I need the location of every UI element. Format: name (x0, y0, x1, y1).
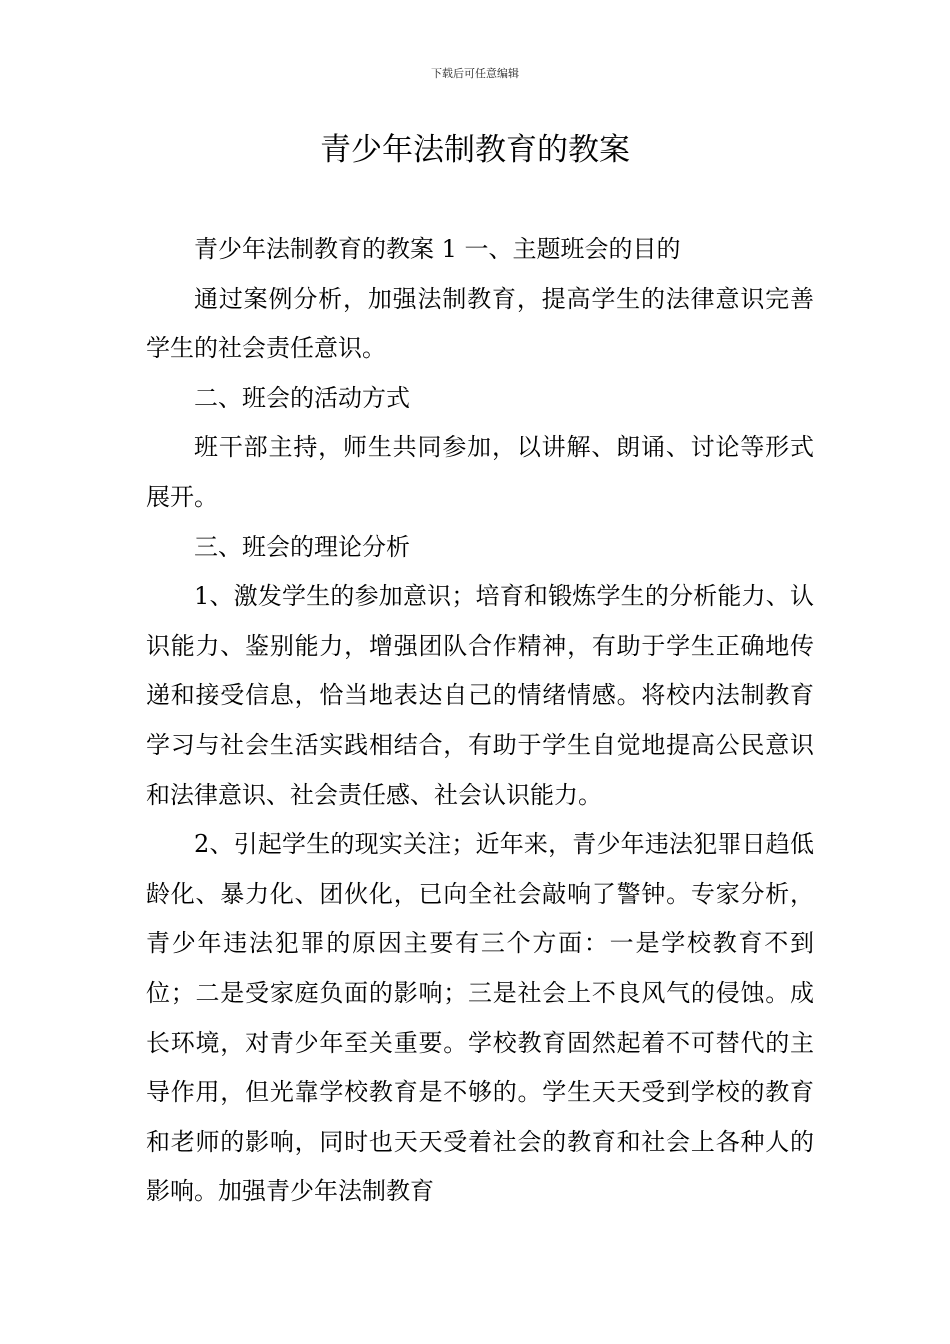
paragraph-purpose: 通过案例分析，加强法制教育，提高学生的法律意识完善学生的社会责任意识。 (146, 284, 814, 363)
document-body (146, 225, 814, 1217)
paragraph-theory-1: 1、激发学生的参加意识；培育和锻炼学生的分析能力、认识能力、鉴别能力，增强团队合作精神，有助于学生正确地传递和接受信息，恰当地表达自己的情绪情感。将校内法制教育学习与社会生活实践相结合，有助于学生自觉地提高公民意识和法律意识、社会责任感、社会认识能力。 (146, 582, 814, 809)
document-title: 青少年法制教育的教案 (320, 132, 630, 168)
section-heading-activity: 二、班会的活动方式 (194, 383, 410, 412)
section-heading-theory: 三、班会的理论分析 (194, 532, 410, 561)
header-note: 下载后可任意编辑 (431, 67, 519, 80)
paragraph-theory-2: 2、引起学生的现实关注；近年来，青少年违法犯罪日趋低龄化、暴力化、团伙化，已向全社会敲响了警钟。专家分析，青少年违法犯罪的原因主要有三个方面：一是学校教育不到位；二是受家庭负面的影响；三是社会上不良风气的侵蚀。成长环境，对青少年至关重要。学校教育固然起着不可替代的主导作用，但光靠学校教育是不够的。学生天天受到学校的教育和老师的影响，同时也天天受着社会的教育和社会上各种人的影响。加强青少年法制教育 (146, 830, 814, 1206)
paragraph-activity: 班干部主持，师生共同参加，以讲解、朗诵、讨论等形式展开。 (146, 433, 814, 511)
paragraph-intro: 青少年法制教育的教案 1 一、主题班会的目的 (194, 235, 681, 263)
